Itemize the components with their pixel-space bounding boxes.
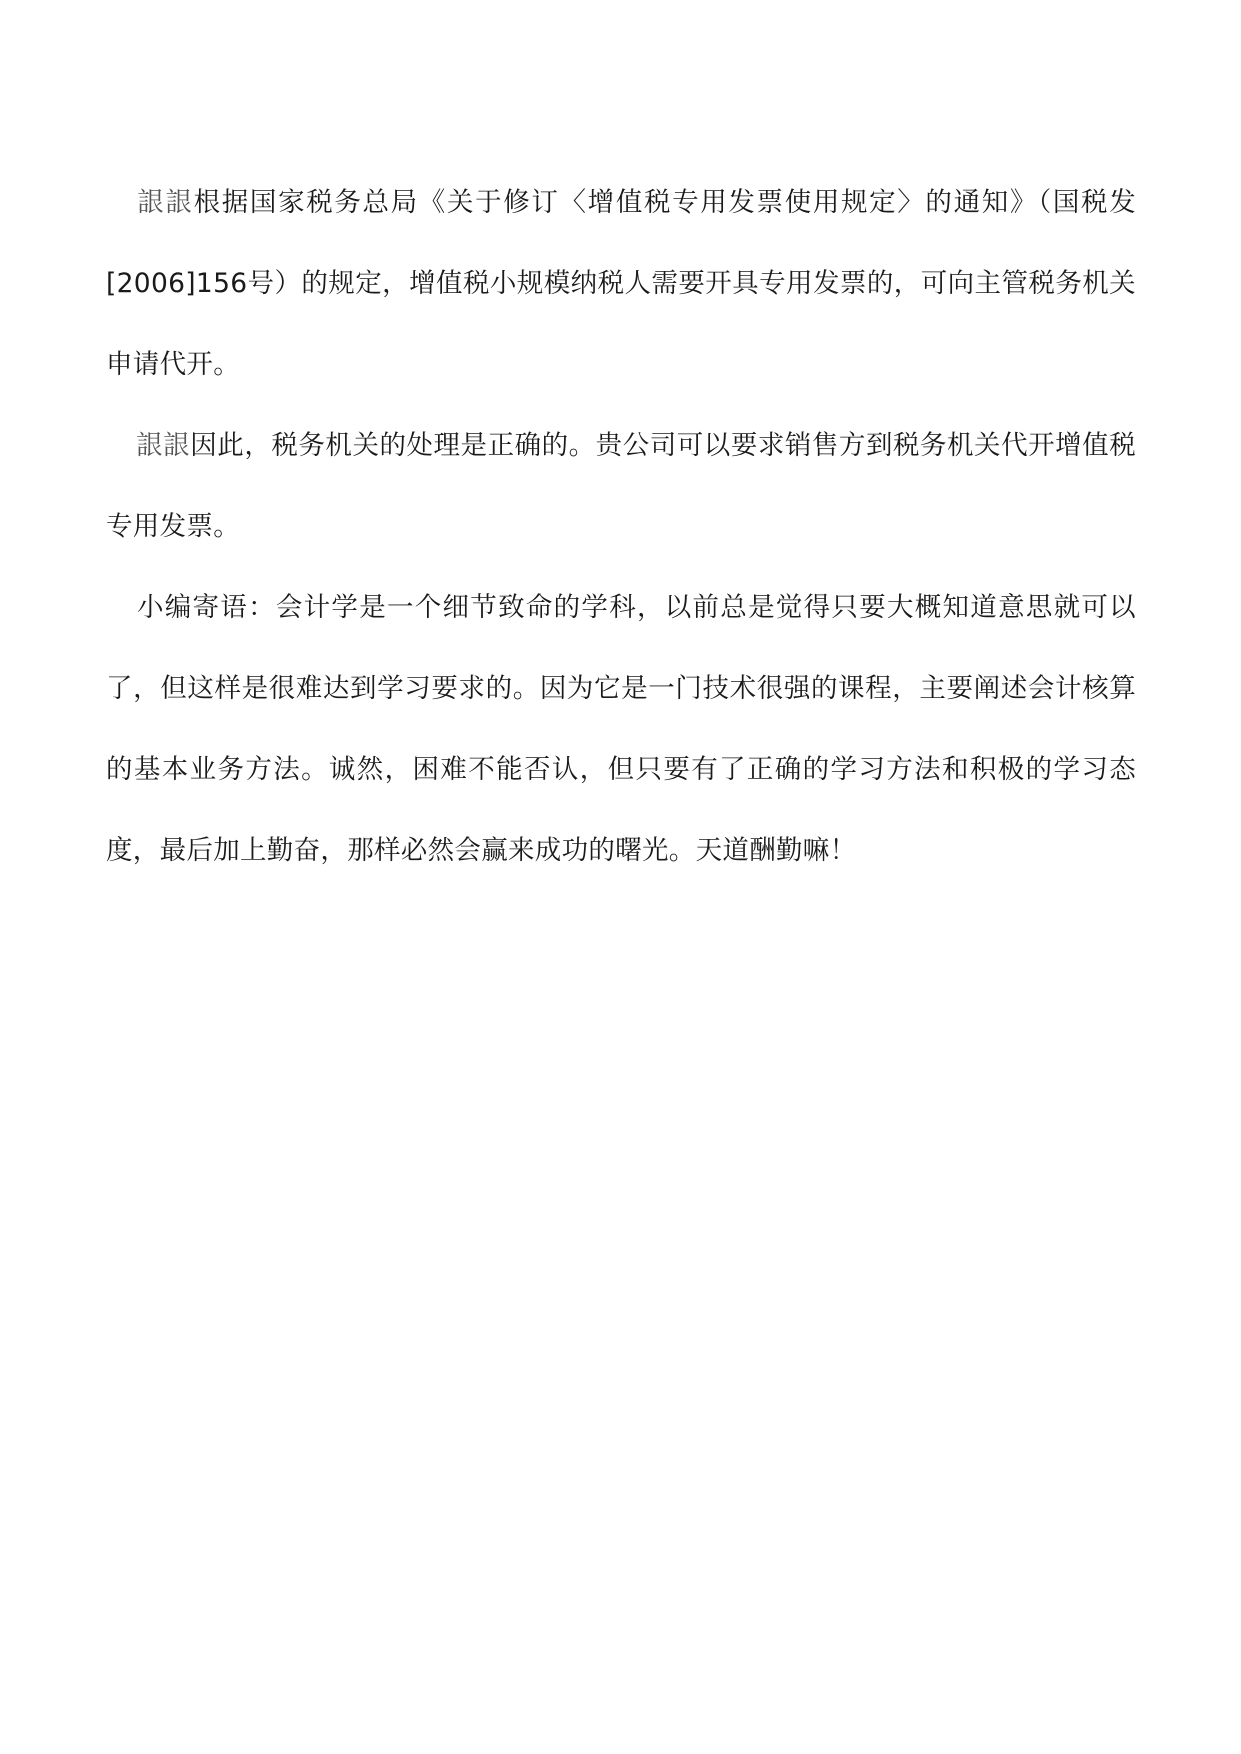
document-body [106,162,1136,891]
paragraph-3 [106,567,1136,891]
paragraph-text: 根据国家税务总局《关于修订〈增值税专用发票使用规定〉的通知》（国税发[2006]156号）的规定，增值税小规模纳税人需要开具专用发票的，可向主管税务机关申请代开。 [106,187,1136,380]
paragraph-text: 因此，税务机关的处理是正确的。贵公司可以要求销售方到税务机关代开增值税专用发票。 [106,430,1136,542]
paragraph-2 [106,405,1136,567]
paragraph-1 [106,162,1136,405]
paragraph-lead-glyphs: 詪詪 [136,430,191,461]
paragraph-text: 小编寄语：会计学是一个细节致命的学科，以前总是觉得只要大概知道意思就可以了，但这样是很难达到学习要求的。因为它是一门技术很强的课程，主要阐述会计核算的基本业务方法。诚然，困难不能否认，但只要有了正确的学习方法和积极的学习态度，最后加上勤奋，那样必然会赢来成功的曙光。天道酬勤嘛！ [106,592,1136,866]
paragraph-lead-glyphs: 詪詪 [136,187,194,218]
